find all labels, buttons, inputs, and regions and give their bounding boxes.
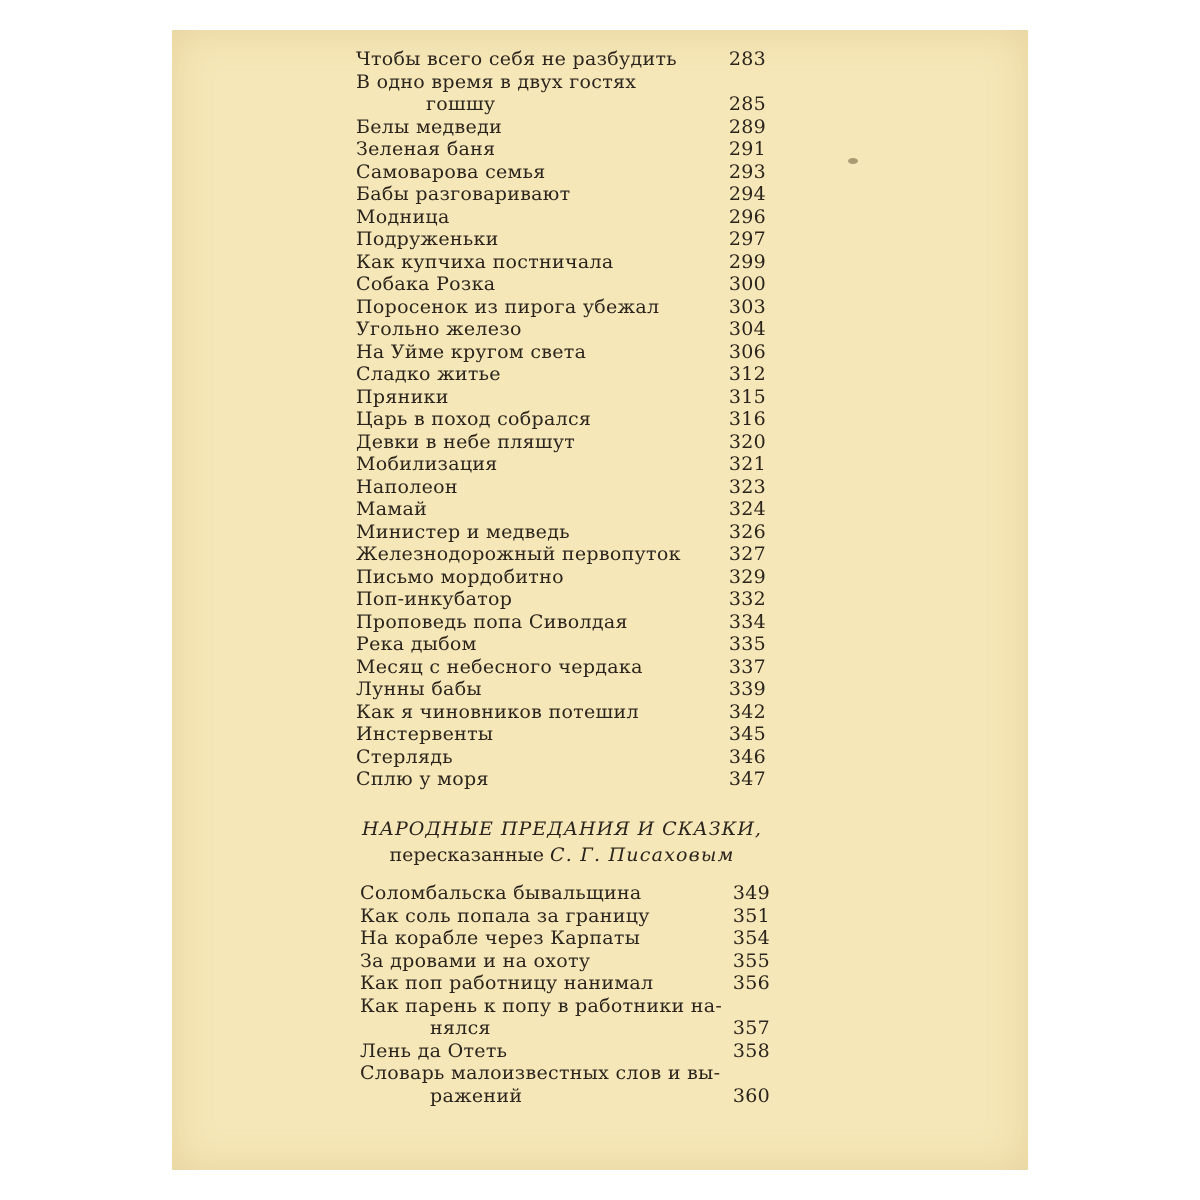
- toc-entry: [356, 476, 766, 499]
- toc-entry-page: 351: [732, 904, 770, 927]
- toc-entry: [356, 183, 766, 206]
- toc-entry-page: 300: [728, 273, 766, 295]
- toc-entry: [356, 521, 766, 544]
- toc-entry-page: 326: [728, 520, 766, 543]
- toc-entry-page: 346: [728, 745, 766, 768]
- ink-smudge: [848, 158, 858, 164]
- toc-entry-page: 285: [728, 93, 766, 115]
- toc-entry: [356, 453, 766, 476]
- toc-entry-title: Министер и медведь: [356, 520, 570, 543]
- toc-entry-title: Как я чиновников потешил: [356, 700, 639, 723]
- toc-entry-page: 306: [728, 340, 766, 363]
- toc-entry: [360, 995, 770, 1040]
- toc-entry-title: На корабле через Карпаты: [360, 927, 641, 949]
- toc-entry: [356, 678, 766, 701]
- toc-entry: [356, 48, 766, 71]
- toc-entry: [360, 882, 770, 905]
- toc-entry: [356, 633, 766, 656]
- toc-entry-title: На Уйме кругом света: [356, 340, 587, 363]
- toc-entry-title: Собака Розка: [356, 273, 496, 295]
- toc-entry-title: Сладко житье: [356, 363, 501, 385]
- toc-entry-page: 357: [732, 1017, 770, 1039]
- toc-entry-title: Царь в поход собрался: [356, 408, 592, 430]
- toc-entry-page: 297: [728, 228, 766, 250]
- toc-entry-title: Чтобы всего себя не разбудить: [356, 48, 677, 70]
- toc-entry-page: 291: [728, 138, 766, 160]
- toc-entry-title: В одно время в двух гостях: [356, 70, 637, 93]
- toc-entry: [356, 746, 766, 769]
- toc-entry: [356, 386, 766, 409]
- section-header: [352, 818, 772, 866]
- toc-entry-page: 283: [728, 48, 766, 70]
- toc-entry-title: Стерлядь: [356, 745, 453, 768]
- toc-entry-title: За дровами и на охоту: [360, 949, 591, 972]
- toc-entry: [356, 116, 766, 139]
- toc-entry-title: Модница: [356, 205, 450, 228]
- toc-entry-title: Железнодорожный первопуток: [356, 543, 681, 565]
- toc-entry: [360, 1040, 770, 1063]
- toc-entry-title: Река дыбом: [356, 633, 477, 655]
- toc-entry: [360, 905, 770, 928]
- toc-entry-page: 324: [728, 498, 766, 520]
- toc-entry-page: 312: [728, 363, 766, 385]
- toc-entry: [360, 950, 770, 973]
- toc-entry: [360, 1062, 770, 1107]
- toc-entry: [356, 656, 766, 679]
- toc-entry-page: 355: [732, 949, 770, 972]
- toc-entry-title-continued: гошшу: [426, 93, 496, 115]
- toc-entry-page: 360: [732, 1084, 770, 1107]
- toc-entry-page: 342: [728, 700, 766, 723]
- toc-entry-title: Самоварова семья: [356, 160, 546, 183]
- toc-entry: [356, 588, 766, 611]
- toc-entry-title: Как поп работницу нанимал: [360, 972, 654, 994]
- toc-entry-title: Поросенок из пирога убежал: [356, 295, 660, 318]
- toc-entry-page: 356: [732, 972, 770, 994]
- toc-entry-page: 347: [728, 768, 766, 790]
- toc-entry-page: 323: [728, 475, 766, 498]
- toc-entry-title: Письмо мордобитно: [356, 565, 564, 588]
- toc-entry: [356, 498, 766, 521]
- toc-entry: [356, 408, 766, 431]
- toc-entry: [360, 927, 770, 950]
- section-subheading: [352, 844, 772, 866]
- toc-entry: [360, 972, 770, 995]
- toc-entry: [356, 701, 766, 724]
- toc-entry: [356, 768, 766, 791]
- toc-entry-title: Лень да Отеть: [360, 1039, 508, 1062]
- toc-entry-title: Как парень к попу в работники на-: [360, 994, 723, 1017]
- toc-entry: [356, 228, 766, 251]
- toc-entry-title: Как соль попала за границу: [360, 904, 650, 927]
- toc-entry-title-continued: нялся: [430, 1017, 491, 1039]
- toc-entry-title: Бабы разговаривают: [356, 183, 571, 205]
- toc-entry-title: Девки в небе пляшут: [356, 430, 576, 453]
- toc-entry-page: 316: [728, 408, 766, 430]
- toc-entry-title: Белы медведи: [356, 115, 503, 138]
- toc-entry: [356, 341, 766, 364]
- toc-entry: [356, 611, 766, 634]
- toc-entry: [356, 723, 766, 746]
- toc-entry: [356, 206, 766, 229]
- toc-entry-title: Месяц с небесного чердака: [356, 655, 643, 678]
- toc-entry-page: 339: [728, 678, 766, 700]
- toc-entry-page: 335: [728, 633, 766, 655]
- toc-entry-page: 320: [728, 430, 766, 453]
- toc-entry: [356, 296, 766, 319]
- toc-entry-page: 303: [728, 295, 766, 318]
- toc-entry-page: 332: [728, 588, 766, 610]
- toc-entry-page: 293: [728, 160, 766, 183]
- toc-entry-title: Мамай: [356, 498, 428, 520]
- toc-entry-title: Словарь малоизвестных слов и вы-: [360, 1062, 721, 1084]
- book-page: [172, 30, 1028, 1170]
- section-author: С. Г. Писаховым: [550, 844, 735, 866]
- toc-entry-page: 354: [732, 927, 770, 949]
- toc-entry-page: 321: [728, 453, 766, 475]
- toc-entry: [356, 251, 766, 274]
- toc-entry-title: Подруженьки: [356, 228, 499, 250]
- toc-entry: [356, 71, 766, 116]
- toc-entry-title: Соломбальска бывальщина: [360, 882, 642, 904]
- toc-entry-title: Зеленая баня: [356, 138, 496, 160]
- toc-entry-title: Лунны бабы: [356, 678, 482, 700]
- toc-entry-page: 337: [728, 655, 766, 678]
- toc-entry: [356, 431, 766, 454]
- toc-entry-page: 299: [728, 250, 766, 273]
- toc-list-folk: [360, 882, 770, 1107]
- toc-entry-title: Наполеон: [356, 475, 458, 498]
- toc-list-main: [356, 48, 766, 791]
- toc-entry-page: 349: [732, 882, 770, 904]
- toc-entry: [356, 138, 766, 161]
- toc-entry-title: Мобилизация: [356, 453, 498, 475]
- toc-entry: [356, 318, 766, 341]
- toc-entry-page: 304: [728, 318, 766, 340]
- toc-entry-title: Инстервенты: [356, 723, 494, 745]
- toc-entry-title-continued: ражений: [430, 1084, 523, 1107]
- toc-entry-page: 329: [728, 565, 766, 588]
- toc-entry-page: 289: [728, 115, 766, 138]
- toc-entry-page: 294: [728, 183, 766, 205]
- toc-entry-title: Проповедь попа Сиволдая: [356, 610, 628, 633]
- toc-entry: [356, 363, 766, 386]
- toc-entry-page: 358: [732, 1039, 770, 1062]
- section-sub-prefix: пересказанные: [389, 844, 544, 866]
- toc-entry-title: Поп-инкубатор: [356, 588, 513, 610]
- toc-entry-title: Пряники: [356, 385, 449, 408]
- toc-entry-title: Как купчиха постничала: [356, 250, 614, 273]
- toc-entry-title: Угольно железо: [356, 318, 522, 340]
- section-heading: НАРОДНЫЕ ПРЕДАНИЯ И СКАЗКИ,: [362, 818, 762, 840]
- toc-entry-page: 334: [728, 610, 766, 633]
- toc-entry-page: 315: [728, 385, 766, 408]
- toc-entry-page: 296: [728, 205, 766, 228]
- toc-entry: [356, 273, 766, 296]
- toc-entry: [356, 566, 766, 589]
- toc-entry-page: 345: [728, 723, 766, 745]
- toc-entry: [356, 543, 766, 566]
- toc-entry: [356, 161, 766, 184]
- toc-entry-title: Сплю у моря: [356, 768, 489, 790]
- toc-entry-page: 327: [728, 543, 766, 565]
